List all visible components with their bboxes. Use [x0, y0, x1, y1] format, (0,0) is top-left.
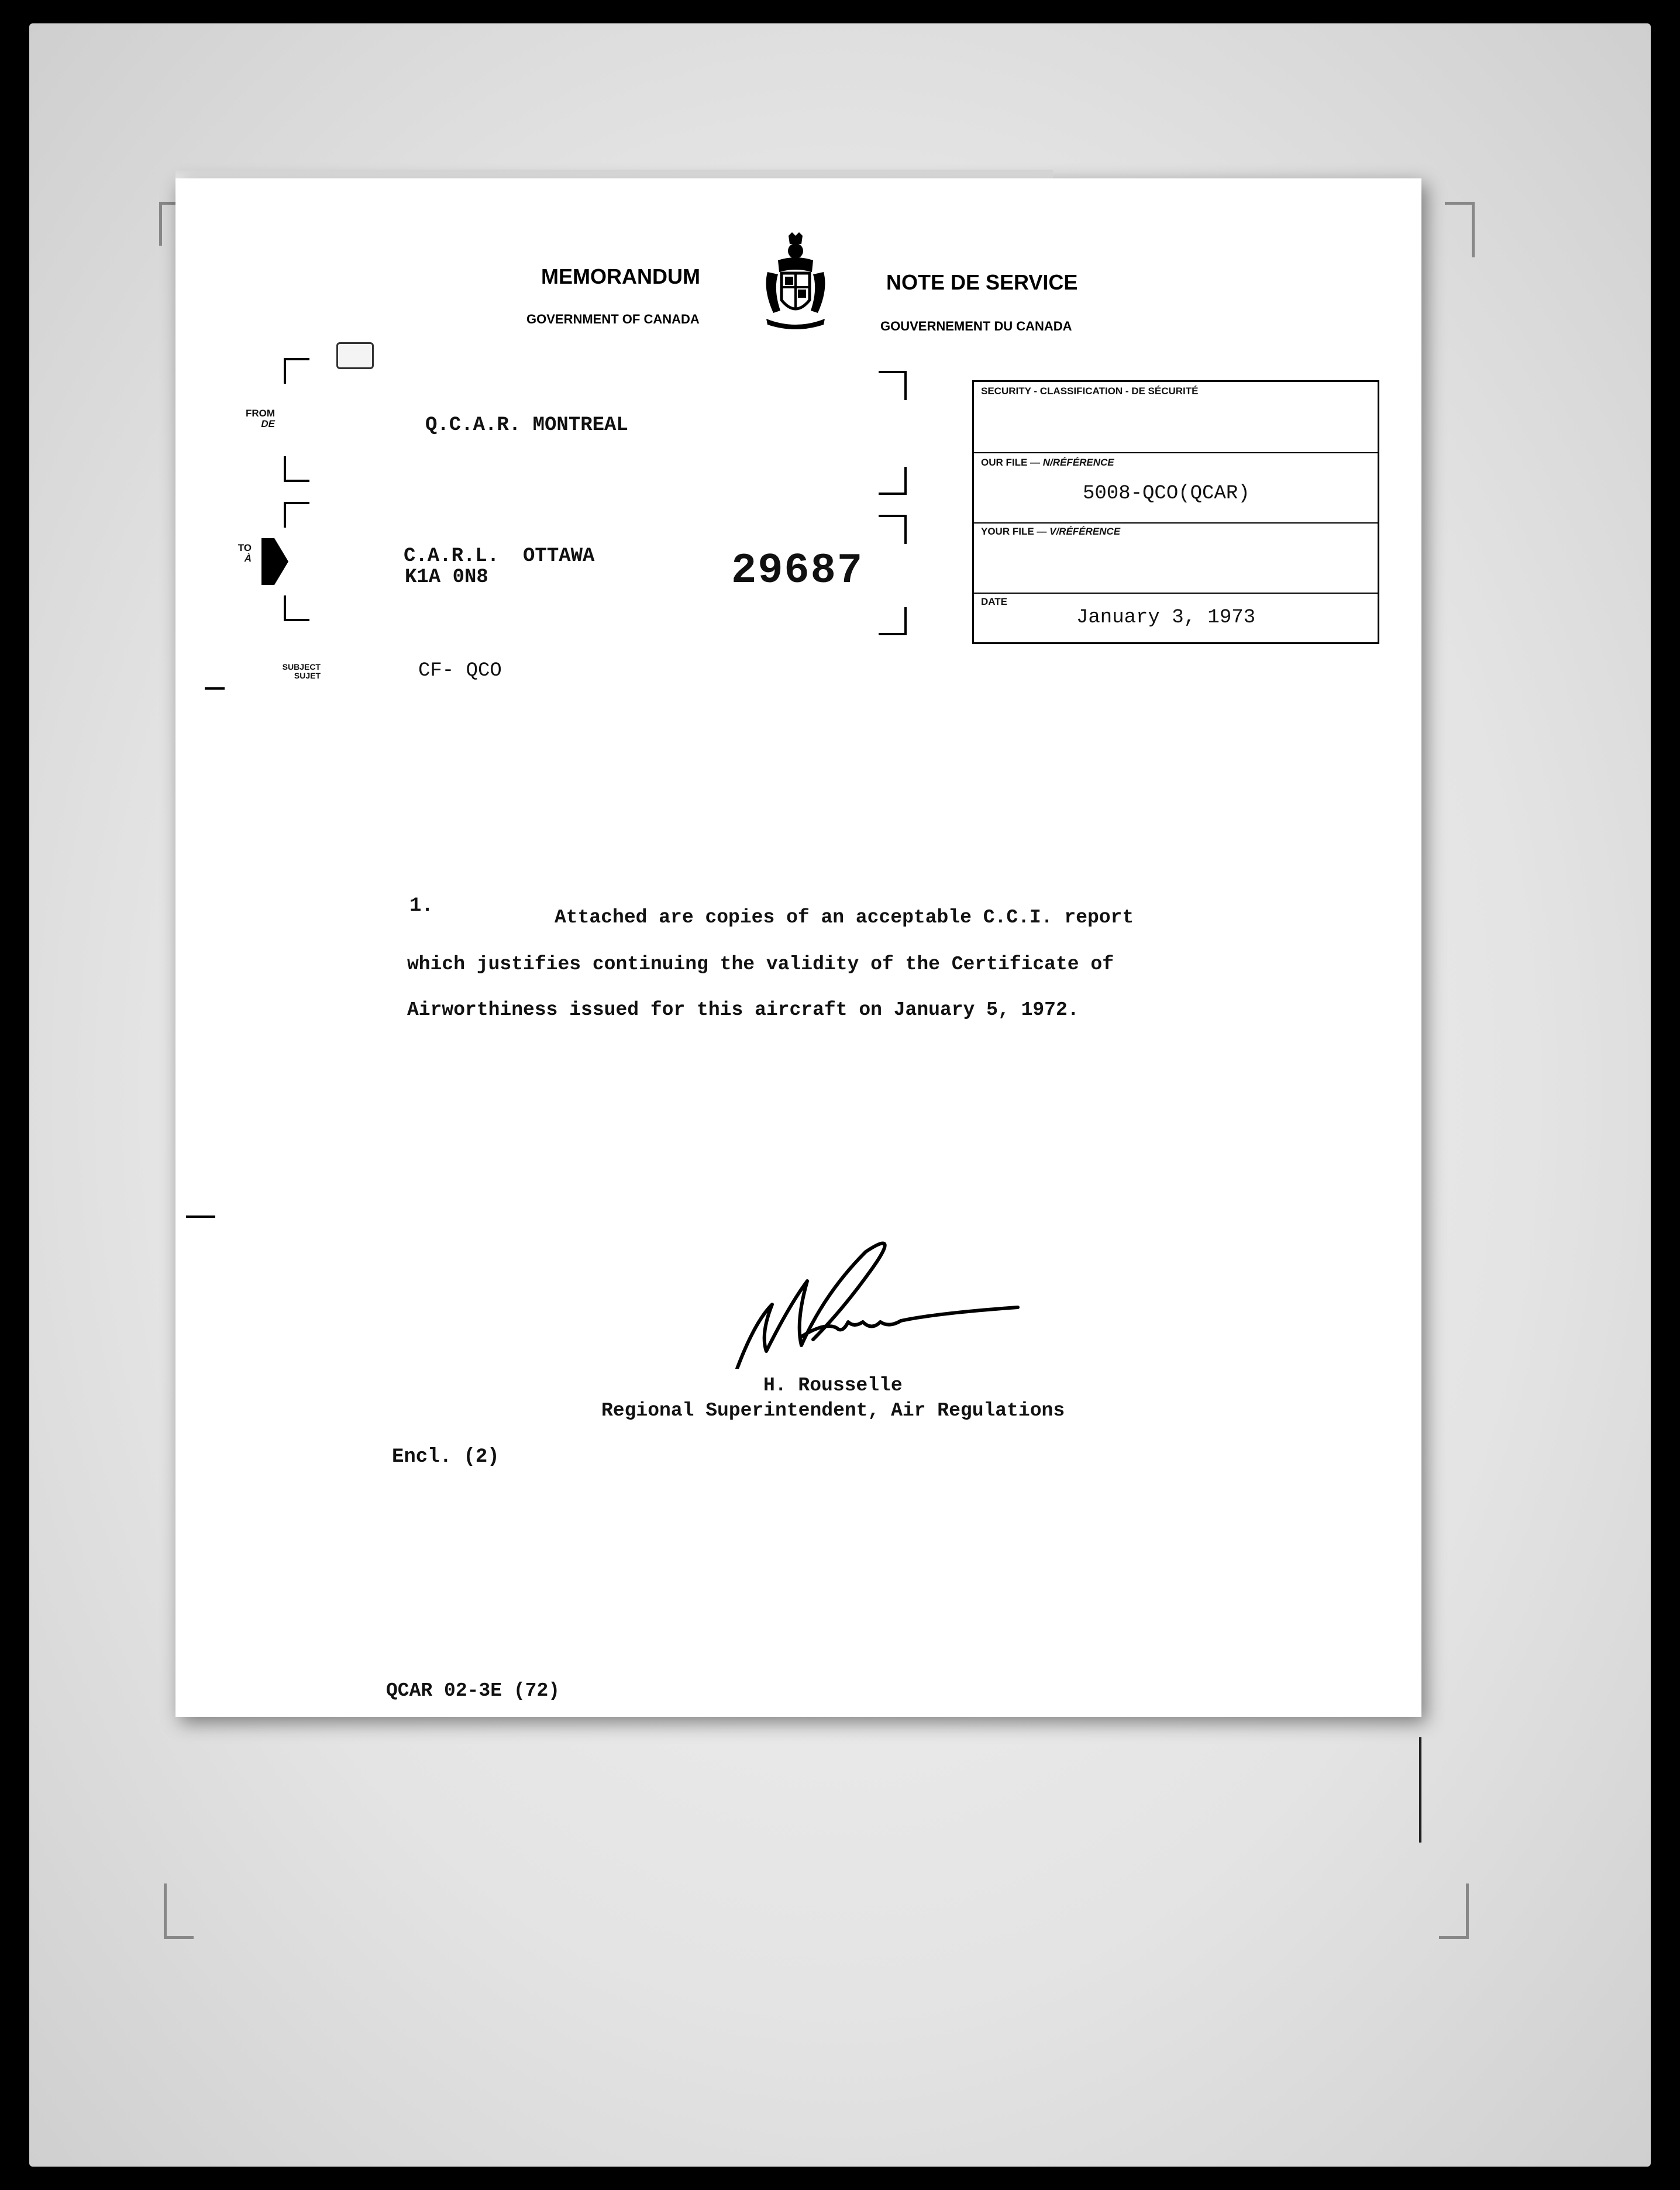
to-bracket-bottom: [284, 595, 309, 621]
from-bracket-top: [284, 358, 309, 384]
subject-value: CF- QCO: [418, 660, 502, 682]
form-number: QCAR 02-3E (72): [386, 1680, 560, 1702]
to-bracket-top: [284, 502, 309, 528]
crop-mark-top-right: [1445, 202, 1475, 257]
gov-name-fr: GOUVERNEMENT DU CANADA: [880, 319, 1072, 333]
from-bracket-bottom: [284, 456, 309, 482]
body-line-1: Attached are copies of an acceptable C.C.I. report: [555, 907, 1134, 928]
subject-label: [257, 663, 321, 680]
from-value: Q.C.A.R. MONTREAL: [425, 414, 628, 436]
date-row: [974, 593, 1378, 643]
film-line-right: [1419, 1737, 1421, 1843]
our-file-value: 5008-QCO(QCAR): [1083, 483, 1250, 505]
from-label-en: FROM: [245, 408, 275, 419]
signatory-title: Regional Superintendent, Air Regulations: [601, 1400, 1065, 1421]
arrow-right-icon: [261, 538, 288, 585]
your-file-label: YOUR FILE — V/RÉFÉRENCE: [981, 526, 1121, 537]
body-line-3: Airworthiness issued for this aircraft on January 5, 1972.: [407, 999, 1079, 1021]
crop-mark-bottom-left: [164, 1883, 194, 1939]
your-file-row: [974, 522, 1378, 594]
paper-clip-mark: [336, 342, 374, 369]
date-value: January 3, 1973: [1076, 607, 1256, 629]
memo-title-en: MEMORANDUM: [541, 264, 700, 288]
body-line-2: which justifies continuing the validity of the Certificate of: [407, 953, 1114, 975]
gov-name-en: GOVERNMENT OF CANADA: [526, 312, 700, 326]
margin-dash: [186, 1215, 215, 1218]
our-file-row: [974, 452, 1378, 524]
subject-label-fr: SUJET: [294, 671, 321, 680]
to-label-fr: À: [244, 553, 252, 564]
signatory-name: H. Rousselle: [763, 1375, 903, 1396]
our-file-label: OUR FILE — N/RÉFÉRENCE: [981, 457, 1114, 468]
info-bracket-2: [879, 467, 907, 495]
crop-mark-top-left: [159, 202, 177, 246]
info-bracket-3: [879, 515, 907, 544]
subject-dash: [205, 687, 225, 690]
file-info-box: [972, 380, 1379, 644]
security-label: SECURITY - CLASSIFICATION - DE SÉCURITÉ: [981, 385, 1199, 397]
to-label: [193, 543, 252, 564]
to-value-line2: K1A 0N8: [405, 566, 488, 588]
to-label-en: TO: [237, 542, 252, 553]
handwritten-signature: [725, 1234, 1030, 1369]
from-label: [222, 408, 275, 429]
enclosure: Encl. (2): [392, 1446, 500, 1468]
to-value-line1: C.A.R.L. OTTAWA: [404, 545, 595, 567]
coat-of-arms-icon: [760, 231, 831, 330]
subject-label-en: SUBJECT: [282, 662, 321, 672]
memo-title-fr: NOTE DE SERVICE: [886, 270, 1078, 294]
from-label-fr: DE: [261, 418, 275, 429]
crop-mark-bottom-right: [1439, 1883, 1469, 1939]
number-stamp: 29687: [731, 547, 864, 595]
info-bracket-1: [879, 371, 907, 400]
paragraph-number: 1.: [409, 895, 433, 917]
date-label: DATE: [981, 596, 1008, 607]
info-bracket-4: [879, 607, 907, 635]
